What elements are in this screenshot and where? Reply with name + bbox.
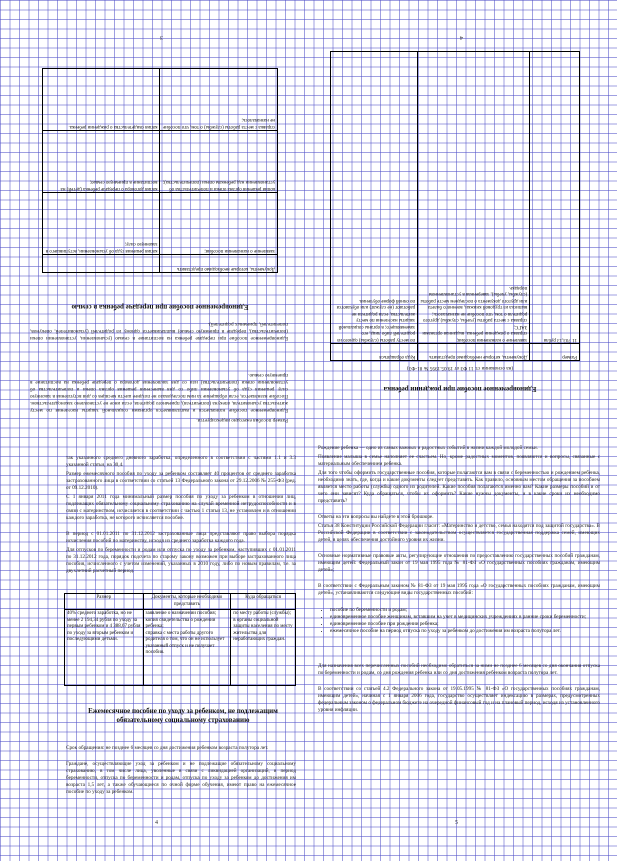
paragraph: Размер пособия ежегодно индексируется. [196,417,288,423]
table-header: Размер [65,594,144,610]
paragraph: Ответы на эти вопросы вы найдете в этой брошюре. [318,514,434,520]
paragraph: Граждане, осуществляющие уход за ребенком и не подлежащие обязательному социальному страхованию, в том числе лица, уволенные в связи с ликвидацией организаций, в период беременности, отпуска по беременности и родам, отпуска по уходу за ребенком до достижения им возраста 1,5 лет, а также обучающиеся по очной форме обучения, имеют право на ежемесячное пособие по уходу за ребенком. [66,761,296,795]
benefit-table [64,593,296,686]
page-top-left [18,28,300,423]
table-cell: по месту работы (службы) одного из родителей либо лица, его заменяющего; в органы социальной защиты населения по месту жительства, если родители не работают (не служат) или обучаются по очной форме обучения. [331,52,418,344]
paragraph: В соответствии со статьей 4.2 Федерального закона от 19.05.1995 № 81-ФЗ «О государственных пособиях гражданам, имеющим детей», начиная с 1 января 2006 года, государство осуществляет индексацию в размерах, предусмотренных федеральным законом о федеральном бюджете на очередной финансовый год и на плановый период, исходя из установленного уровня инфляции. [318,686,600,713]
paragraph: так указанного среднего дневного заработка, определенного в соответствии с частями 1.1 и 3.3 указанной статьи, на 30,4. [66,455,296,468]
paragraph: Рождение ребенка — одно из самых важных и радостных событий в жизни каждой молодой семьи. [318,445,538,451]
section-title: Единовременное пособие при передаче ребенка в семью [71,303,249,311]
table-cell: заявление о назначении пособия; копия свидетельства о рождении ребенка; справка с места работы другого родителя о том, что он не использует указанный отпуск и не получает пособия. [143,610,231,686]
section-title: Единовременное пособие при рождении ребенка [383,385,537,393]
table-cell: заявление о назначении пособия; справка о рождении ребенка, выданная органами ЗАГС; справка с места работы (учебы, службы) другого родителя о том, что пособие не назначалось; выписка из трудовой книжки, военного билета или другого документа о последнем месте работы (службы, учебы), заверенная в установленном порядке. [418,52,530,344]
list-item: • пособие по беременности и родам; [330,607,600,614]
page-bottom-right [318,445,600,845]
table-header: Куда обращаться [231,594,296,610]
page-top-right [318,28,600,423]
table-cell: копия свидетельства о рождении ребенка. [43,69,161,131]
paragraph: Для того чтобы оформить государственные пособия, которые полагаются вам в связи с беременностью и рождением ребенка, необходимо знать, где, когда и какие документы следует представить. Как правило, основным местом обращения за пособием является место работы (службы) одного из родителей. Какие пособия полагаются именно вам? Какие размеры пособий и от чего они зависят? Куда обращаться, чтобы их оформить? Какие нужны документы, и в какие сроки их необходимо представить? [318,470,600,504]
paragraph: В период с 01.01.2011 по 31.12.2012 застрахованные лица представляют право выбора порядка исчисления пособий по материнству, исходя из среднего заработка каждого года. [66,531,296,544]
paragraph: Размер ежемесячного пособия по уходу за ребенком составляет 40 процентов от среднего заработка застрахованного лица в соответствии со статьей 13 Федерального закона от 29.12.2006 № 255-ФЗ (ред. от 09.12.2010). [66,471,296,491]
table-cell: 40% среднего заработка, но не менее 2 194,34 рубля по уходу за первым ребенком и 4 388,67 рубля по уходу за вторым ребенком и последующими детьми. [65,610,144,686]
list-item: • единовременное пособие при рождении ребенка; [330,621,600,628]
paragraph: Единовременное пособие назначается и выплачивается органами социальной защиты населения по месту жительства усыновителя, опекуна (попечителя), приемного родителя, если иное не установлено законодательством. Пособие назначается, если обращение за ним последовало не позднее шести месяцев со дня вступления в законную силу решения суда об усыновлении либо со дня вынесения решения органа опеки и попечительства об установлении опеки (попечительства) или со дня заключения договора о передаче ребенка на воспитание в приемную семью. [30,372,288,413]
table-header: Размер [530,344,580,361]
paragraph: С 1 января 2011 года минимальный размер пособия по уходу за ребенком в отношении лиц, подлежащих обязательному социальному страхованию на случай временной нетрудоспособности и в связи с материнством, исчисляется в соответствии с частью 1 статьи 13, не установлен и в отношении каждого заработка, не которого исчисляется пособие. [66,494,296,521]
table-cell: копия решения суда об усыновлении, вступившего в законную силу; [43,192,161,254]
table-cell: заявление о назначении пособия; [160,192,278,254]
page-number: 5 [455,820,458,826]
caption: (на основании ст. 11 ФЗ от 19.05.1995 № 81-ФЗ) [406,365,514,371]
table-cell: копия решения органа опеки и попечительства об установлении над ребенком опеки (попечительства); [160,130,278,192]
page-bottom-left [18,445,300,845]
list-item: • единовременное пособие женщинам, вставшим на учет в медицинских учреждениях в ранние сроки беременности; [330,614,600,621]
paragraph: Для назначения всех перечисленных пособий необходимо обратиться за ними не позднее 6 месяцев со дня окончания отпуска по беременности и родам, со дня рождения ребенка или со дня достижения ребенком возраста полутора лет. [318,663,600,676]
page-number: 3 [160,34,163,40]
table-cell [43,254,161,272]
page-number: 4 [460,34,463,40]
table-header: Документы, которые необходимо представить [143,594,231,610]
section-title: Ежемесячное пособие по уходу за ребенком, не подлежащим обязательному социальному страхованию [88,707,278,724]
paragraph: В соответствии с Федеральным законом № 81-ФЗ от 19 мая 1995 года «О государственных пособиях гражданам, имеющим детей», устанавливаются следующие виды государственных пособий: [318,583,600,596]
paragraph: Основные нормативные правовые акты, регулирующие отношения по предоставлению государственных пособий гражданам, имеющим детей: Федеральный закон от 19 мая 1995 года № 81-ФЗ «О государственных пособиях гражданам, имеющим детей»; [318,553,600,573]
paragraph: Для отпусков по беременности и родам или отпуска по уходу за ребенком, наступивших с 01.01.2011 по 31.12.2012 года, порядок подсчета по старому закону возможен при выборе застрахованного лица пособия, исчисленного с учетом изменений, указанных в 2010 году, либо по новым правилам, т.е. за двухлетний расчетный период. [66,547,296,574]
paragraph: Статья 38 Конституции Российской Федерации гласит: «Материнство и детство, семья находятся под защитой государства». В Российской Федерации в соответствии с законодательством осуществляется государственная поддержка семей, имеющих детей, в целях обеспечения достойного уровня их жизни. [318,523,600,543]
benefit-table [330,51,580,361]
list-item: • ежемесячное пособие на период отпуска по уходу за ребенком до достижения им возраста полутора лет. [330,628,600,635]
paragraph: Появление малыша в семье наполняет ее счастьем. Но, кроме радостных моментов, появляются и вопросы, связанные с материальным обеспечением ребенка. [318,454,600,467]
table-header: Куда обращаться [331,344,418,361]
page-number: 4 [155,820,158,826]
documents-table [42,68,278,273]
table-cell: по месту работы (службы); в органы социальной защиты населения по месту жительства для неработающих граждан. [231,610,296,686]
benefit-list [318,607,600,635]
paragraph: Единовременное пособие при передаче ребенка на воспитание в семью (усыновлении, установлении опеки (попечительства), передаче в приемную семью) выплачивается одному из родителей (усыновителей, опекунов, попечителей, приемных родителей). [30,321,288,341]
table-cell: Документы, которые необходимо представить [160,254,278,272]
table-cell: копия договора о передаче ребенка (детей) на воспитание в приемную семью; [43,130,161,192]
table-header: Документы, которые необходимо представить [418,344,530,361]
table-cell: 11 703,13 рубля [530,52,580,344]
paragraph: Срок обращения: не позднее 6 месяцев со дня достижения ребенком возраста полутора лет. [66,745,269,751]
table-cell: справка с места работы (службы) о том, что пособие не назначалось; [160,69,278,131]
